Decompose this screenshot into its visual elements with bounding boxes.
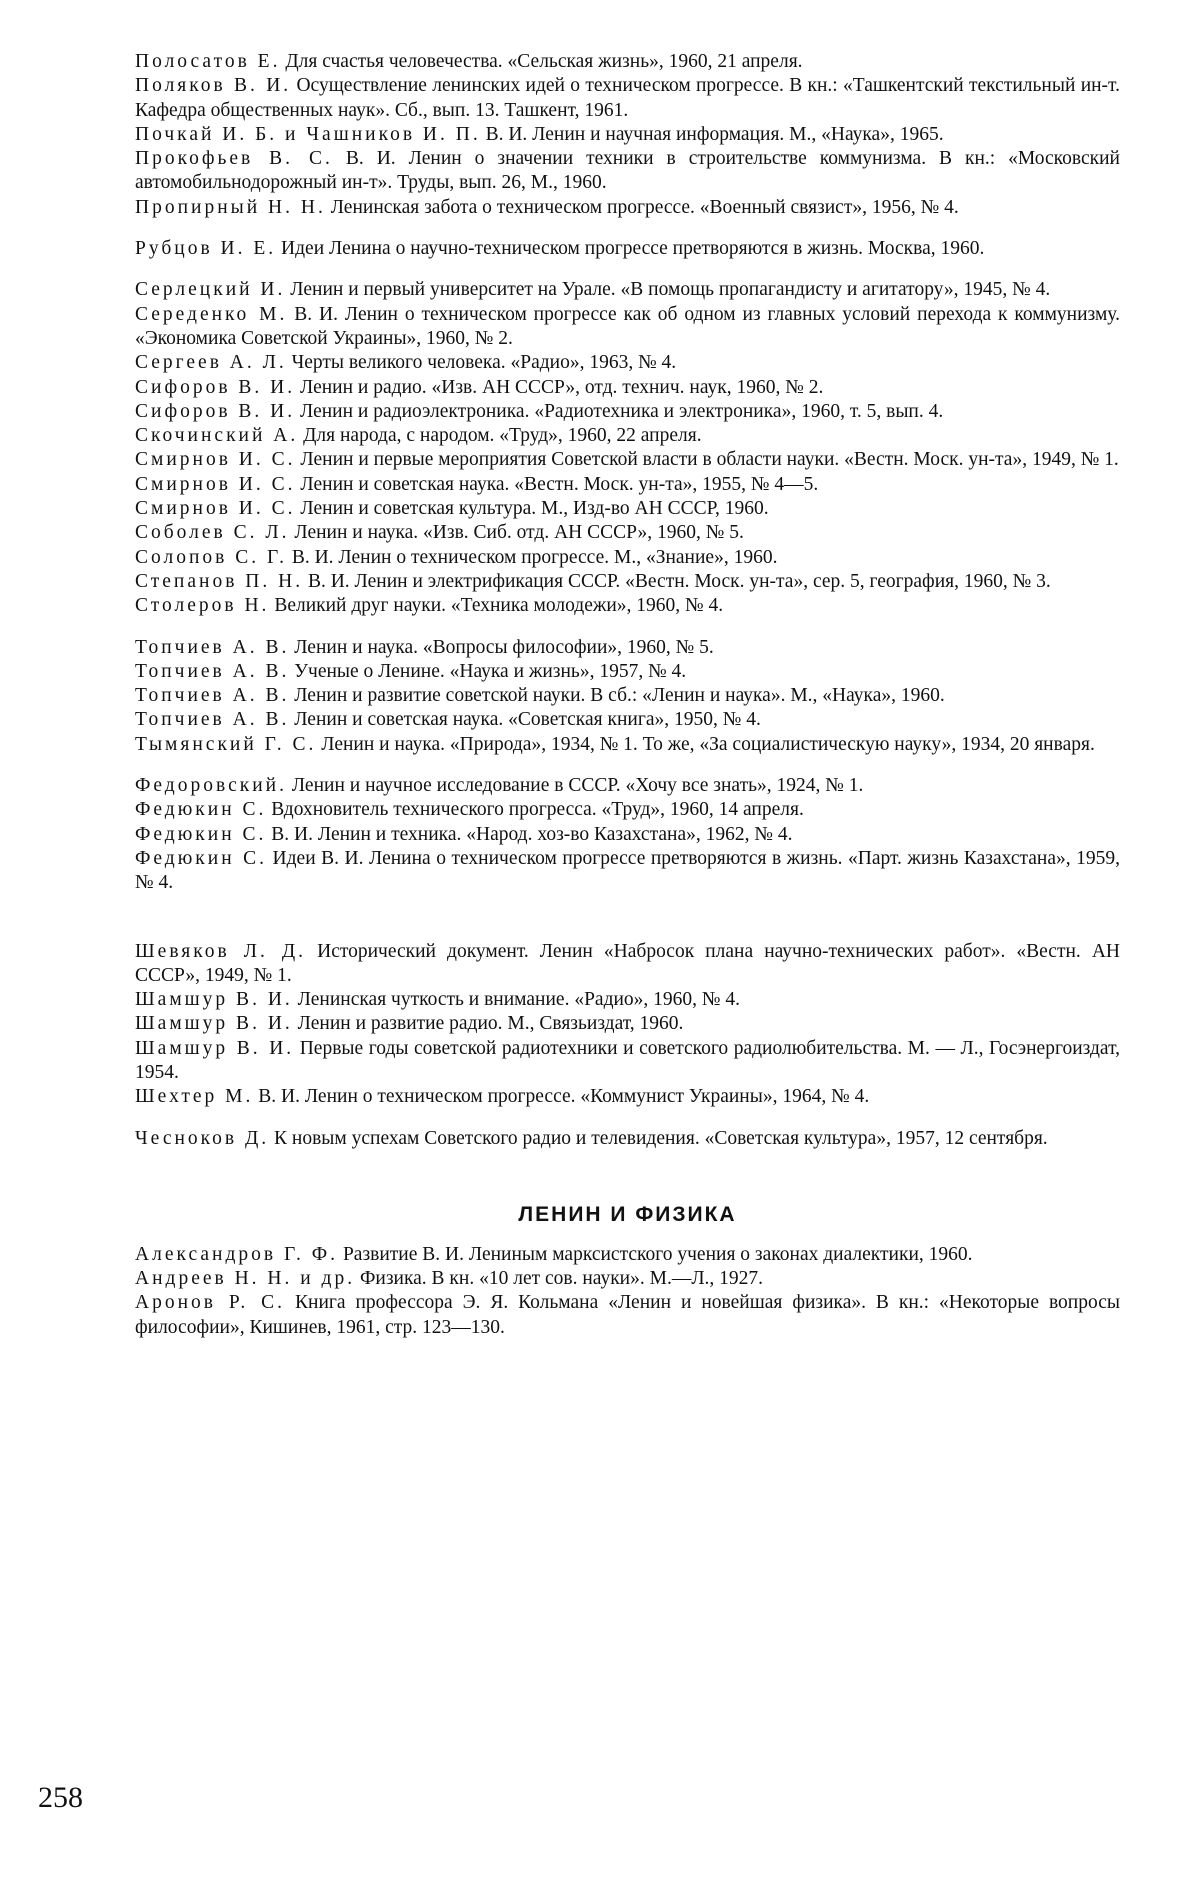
entry-author: Шамшур В. И. [135, 1013, 293, 1035]
entry-text: Ленин и научное исследование в СССР. «Хочу все знать», 1924, № 1. [286, 775, 864, 797]
entry-text: Черты великого человека. «Радио», 1963, № 4. [286, 352, 677, 374]
entry-text: Вдохновитель технического прогресса. «Труд», 1960, 14 апреля. [266, 799, 804, 821]
entry-text: Для счастья человечества. «Сельская жизнь», 1960, 21 апреля. [280, 51, 803, 72]
entry-group [135, 636, 1120, 757]
entry-group [135, 237, 1120, 261]
bibliography-entry [135, 546, 1120, 570]
entry-author: Федюкин С. [135, 799, 267, 821]
entry-author: Соболев С. Л. [135, 522, 290, 544]
entry-text: Великий друг науки. «Техника молодежи», 1960, № 4. [269, 595, 724, 617]
entry-author: Пропирный Н. Н. [135, 196, 326, 218]
bibliography-entry [135, 684, 1120, 708]
entry-author: Почкай И. Б. и Чашников И. П. [135, 123, 481, 145]
entry-text: Исторический документ. Ленин «Набросок плана научно-технических работ». «Вестн. АН СССР», 1949, № 1. [135, 940, 1120, 986]
entry-text: В. И. Ленин о значении техники в строительстве коммунизма. В кн.: «Московский автомобильнодорожный ин-т». Труды, вып. 26, М., 1960. [135, 148, 1120, 194]
entry-group [135, 278, 1120, 618]
bibliography-entry [135, 594, 1120, 618]
entry-author: Шамшур В. И. [135, 1037, 295, 1059]
bibliography-entry [135, 448, 1120, 472]
entry-text: Ученые о Ленине. «Наука и жизнь», 1957, № 4. [289, 660, 687, 682]
bibliography-entry [135, 521, 1120, 545]
entry-text: В. И. Ленин и научная информация. М., «Наука», 1965. [480, 123, 944, 145]
bibliography-entry [135, 376, 1120, 400]
entry-text: В. И. Ленин и техника. «Народ. хоз-во Казахстана», 1962, № 4. [266, 823, 793, 845]
entry-author: Шамшур В. И. [135, 989, 293, 1011]
entry-text: В. И. Ленин и электрификация СССР. «Вестн. Моск. ун-та», сер. 5, география, 1960, № 3. [303, 570, 1051, 592]
bibliography-entry [135, 424, 1120, 448]
entry-group [135, 940, 1120, 1110]
entry-author: Федюкин С. [135, 847, 268, 869]
entry-author: Солопов С. Г. [135, 546, 287, 568]
entry-group [135, 50, 1120, 220]
entry-author: Скочинский А. [135, 425, 299, 447]
entry-text: Идеи Ленина о научно-техническом прогрессе претворяются в жизнь. Москва, 1960. [276, 238, 985, 260]
bibliography-entry [135, 847, 1120, 896]
page-number: 258 [38, 1781, 83, 1814]
bibliography-entry [135, 123, 1120, 147]
entry-author: Полосатов Е. [135, 51, 281, 72]
bibliography-part-1 [135, 50, 1120, 896]
entry-author: Сифоров В. И. [135, 400, 296, 422]
entry-author: Смирнов И. С. [135, 449, 296, 471]
bibliography-entry [135, 636, 1120, 660]
entry-text: Ленинская забота о техническом прогрессе. «Военный связист», 1956, № 4. [325, 196, 959, 218]
entry-author: Шехтер М. [135, 1086, 254, 1108]
entry-author: Андреев Н. Н. и др. [135, 1268, 356, 1290]
entry-author: Сифоров В. И. [135, 376, 296, 398]
entry-text: Ленин и развитие советской науки. В сб.: «Ленин и наука». М., «Наука», 1960. [289, 685, 945, 707]
bibliography-entry [135, 823, 1120, 847]
entry-author: Поляков В. И. [135, 75, 292, 97]
bibliography-entry [135, 303, 1120, 352]
entry-text: Ленин и наука. «Вопросы философии», 1960, № 5. [289, 636, 714, 658]
bibliography-entry [135, 50, 1120, 74]
entry-author: Степанов П. Н. [135, 570, 304, 592]
entry-group [135, 774, 1120, 895]
bibliography-entry [135, 1012, 1120, 1036]
entry-text: Ленин и наука. «Природа», 1934, № 1. То же, «За социалистическую науку», 1934, 20 января. [316, 733, 1095, 755]
entry-text: Для народа, с народом. «Труд», 1960, 22 апреля. [298, 425, 702, 447]
entry-text: Книга профессора Э. Я. Кольмана «Ленин и новейшая физика». В кн.: «Некоторые вопросы философии», Кишинев, 1961, стр. 123—130. [135, 1292, 1120, 1338]
bibliography-entry [135, 1291, 1120, 1340]
bibliography-entry [135, 147, 1120, 196]
entry-text: Ленин и развитие радио. М., Связьиздат, 1960. [292, 1013, 684, 1035]
entry-author: Аронов Р. С. [135, 1292, 286, 1314]
bibliography-entry [135, 237, 1120, 261]
entry-author: Топчиев А. В. [135, 685, 290, 707]
entry-author: Федоровский. [135, 775, 287, 797]
entry-author: Смирнов И. С. [135, 473, 296, 495]
bibliography-entry [135, 708, 1120, 732]
entry-author: Шевяков Л. Д. [135, 940, 307, 962]
bibliography-entry [135, 351, 1120, 375]
bibliography-entry [135, 1243, 1120, 1267]
entry-author: Топчиев А. В. [135, 660, 290, 682]
bibliography-entry [135, 473, 1120, 497]
entry-author: Топчиев А. В. [135, 709, 290, 731]
entry-text: Ленин и первые мероприятия Советской власти в области науки. «Вестн. Моск. ун-та», 1949, № 1. [295, 449, 1119, 471]
entry-text: Осуществление ленинских идей о техническом прогрессе. В кн.: «Ташкентский текстильный ин-т. Кафедра общественных наук». Сб., вып. 13. Ташкент, 1961. [135, 75, 1120, 121]
entry-text: В. И. Ленин о техническом прогрессе. «Коммунист Украины», 1964, № 4. [253, 1086, 870, 1108]
entry-text: Ленин и радио. «Изв. АН СССР», отд. технич. наук, 1960, № 2. [295, 376, 824, 398]
bibliography-entry [135, 1267, 1120, 1291]
entry-author: Александров Г. Ф. [135, 1243, 339, 1265]
bibliography-part-2 [135, 940, 1120, 1151]
entry-author: Серлецкий И. [135, 279, 286, 301]
entry-text: Идеи В. И. Ленина о техническом прогрессе претворяются в жизнь. «Парт. жизнь Казахстана», 1959, № 4. [135, 847, 1120, 894]
bibliography-entry [135, 660, 1120, 684]
entry-author: Топчиев А. В. [135, 636, 290, 658]
entry-author: Середенко М. [135, 303, 288, 325]
bibliography-entry [135, 497, 1120, 521]
entry-author: Федюкин С. [135, 823, 267, 845]
bibliography-entry [135, 774, 1120, 798]
entry-text: Развитие В. И. Лениным марксистского учения о законах диалектики, 1960. [338, 1243, 973, 1265]
entry-text: Физика. В кн. «10 лет сов. науки». М.—Л., 1927. [355, 1268, 764, 1290]
bibliography-part-3 [135, 1243, 1120, 1340]
entry-author: Смирнов И. С. [135, 498, 296, 520]
bibliography-entry [135, 798, 1120, 822]
entry-text: Ленинская чуткость и внимание. «Радио», 1960, № 4. [292, 989, 741, 1011]
bibliography-entry [135, 1127, 1120, 1151]
entry-author: Прокофьев В. С. [135, 148, 333, 170]
entry-author: Сергеев А. Л. [135, 352, 287, 374]
bibliography-entry [135, 570, 1120, 594]
entry-text: К новым успехам Советского радио и телевидения. «Советская культура», 1957, 12 сентября. [269, 1127, 1048, 1149]
section-heading: ЛЕНИН И ФИЗИКА [518, 1202, 737, 1226]
bibliography-entry [135, 74, 1120, 123]
bibliography-entry [135, 988, 1120, 1012]
entry-author: Столеров Н. [135, 595, 270, 617]
entry-author: Рубцов И. Е. [135, 238, 277, 260]
entry-author: Чесноков Д. [135, 1127, 270, 1149]
entry-text: Ленин и первый университет на Урале. «В помощь пропагандисту и агитатору», 1945, № 4. [285, 279, 1051, 301]
bibliography-entry [135, 1085, 1120, 1109]
entry-text: Ленин и радиоэлектроника. «Радиотехника и электроника», 1960, т. 5, вып. 4. [295, 400, 944, 422]
bibliography-entry [135, 1037, 1120, 1086]
entry-group [135, 1243, 1120, 1340]
bibliography-page [135, 50, 1120, 1340]
entry-author: Тымянский Г. С. [135, 733, 317, 755]
bibliography-entry [135, 278, 1120, 302]
entry-text: Первые годы советской радиотехники и советского радиолюбительства. М. — Л., Госэнергоиздат, 1954. [135, 1037, 1120, 1083]
entry-text: В. И. Ленин о техническом прогрессе. М., «Знание», 1960. [286, 546, 778, 568]
bibliography-entry [135, 733, 1120, 757]
entry-text: Ленин и наука. «Изв. Сиб. отд. АН СССР», 1960, № 5. [289, 522, 744, 544]
entry-text: Ленин и советская наука. «Вестн. Моск. ун-та», 1955, № 4—5. [295, 473, 819, 495]
bibliography-entry [135, 400, 1120, 424]
entry-text: Ленин и советская культура. М., Изд-во АН СССР, 1960. [295, 498, 769, 520]
bibliography-entry [135, 940, 1120, 989]
entry-text: Ленин и советская наука. «Советская книга», 1950, № 4. [289, 709, 761, 731]
entry-group [135, 1127, 1120, 1151]
entry-text: В. И. Ленин о техническом прогрессе как об одном из главных условий перехода к коммунизму. «Экономика Советской Украины», 1960, № 2. [135, 303, 1120, 349]
bibliography-entry [135, 196, 1120, 220]
